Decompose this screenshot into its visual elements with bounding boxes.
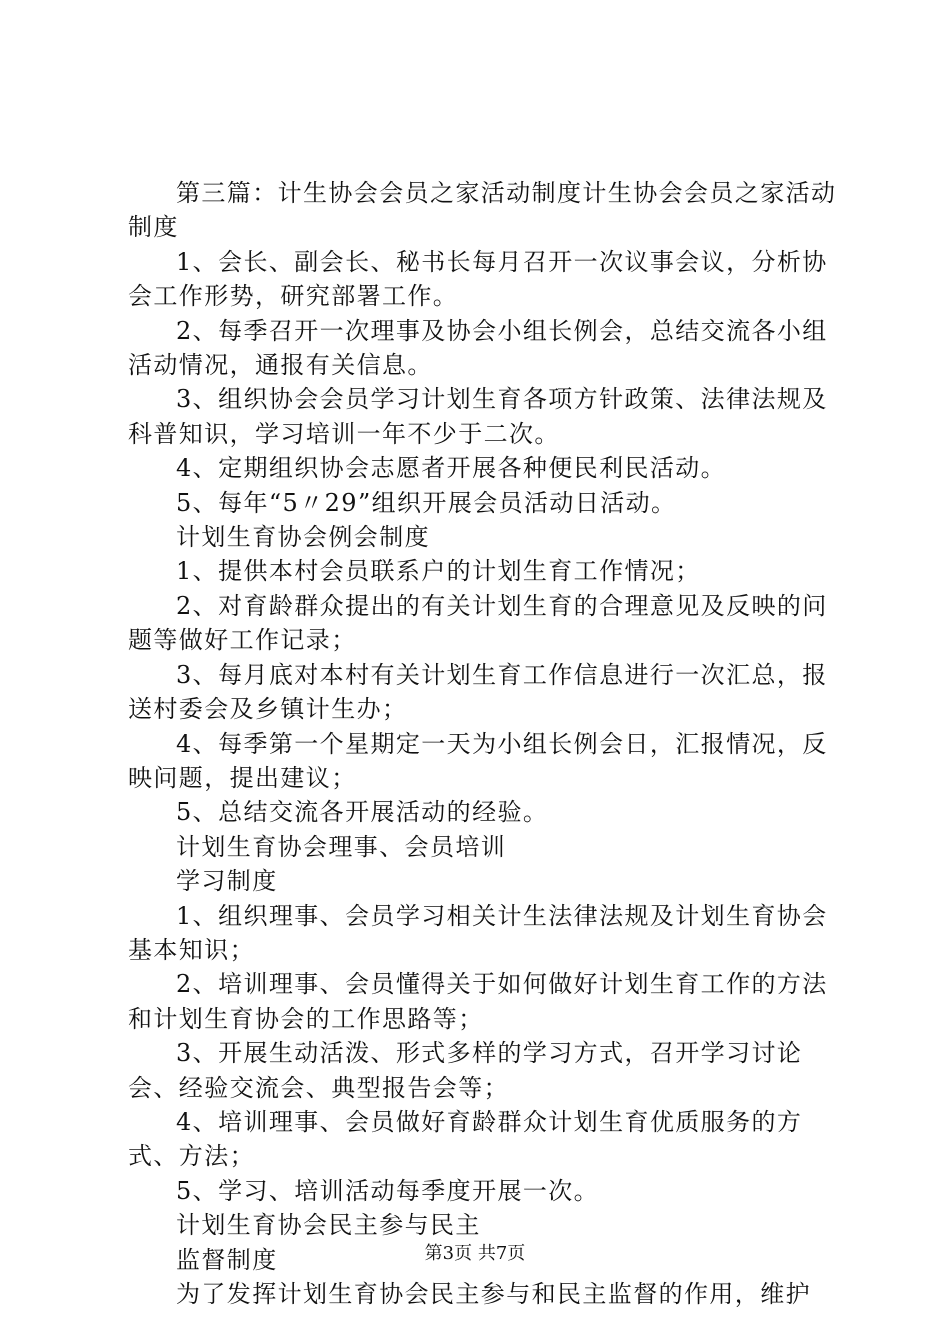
paragraph: 5、学习、培训活动每季度开展一次。 — [176, 1176, 600, 1205]
paragraph: 为了发挥计划生育协会民主参与和民主监督的作用，维护 — [176, 1280, 811, 1308]
paragraph: 2、对育龄群众提出的有关计划生育的合理意见及反映的问题等做好工作记录； — [128, 591, 828, 655]
paragraph: 4、每季第一个星期定一天为小组长例会日，汇报情况，反映问题，提出建议； — [128, 729, 828, 792]
section-heading: 计划生育协会民主参与民主 — [176, 1211, 481, 1240]
paragraph: 1、提供本村会员联系户的计划生育工作情况； — [176, 557, 701, 586]
section-heading: 计划生育协会理事、会员培训 — [176, 832, 507, 861]
section-heading: 监督制度 — [176, 1245, 278, 1274]
paragraph: 5、每年“5〃29”组织开展会员活动日活动。 — [176, 488, 677, 517]
article-heading: 第三篇：计生协会会员之家活动制度计生协会会员之家活动制度 — [128, 179, 837, 242]
paragraph: 1、组织理事、会员学习相关计生法律法规及计划生育协会基本知识； — [128, 901, 828, 964]
paragraph: 3、组织协会会员学习计划生育各项方针政策、法律法规及科普知识，学习培训一年不少于二次。 — [128, 385, 828, 448]
paragraph: 2、每季召开一次理事及协会小组长例会，总结交流各小组活动情况，通报有关信息。 — [128, 316, 828, 380]
section-heading: 学习制度 — [176, 867, 278, 896]
paragraph: 4、培训理事、会员做好育龄群众计划生育优质服务的方式、方法； — [128, 1107, 803, 1171]
page-number: 第3页 共7页 — [424, 1243, 526, 1264]
page-footer — [0, 1243, 950, 1265]
paragraph: 3、开展生动活泼、形式多样的学习方式，召开学习讨论会、经验交流会、典型报告会等； — [128, 1039, 803, 1102]
section-heading: 计划生育协会例会制度 — [176, 523, 430, 552]
paragraph: 5、总结交流各开展活动的经验。 — [176, 798, 549, 827]
paragraph: 4、定期组织协会志愿者开展各种便民利民活动。 — [176, 454, 727, 483]
document-body — [128, 176, 838, 1311]
paragraph: 3、每月底对本村有关计划生育工作信息进行一次汇总，报送村委会及乡镇计生办； — [128, 660, 828, 724]
paragraph: 1、会长、副会长、秘书长每月召开一次议事会议，分析协会工作形势，研究部署工作。 — [128, 247, 828, 311]
paragraph: 2、培训理事、会员懂得关于如何做好计划生育工作的方法和计划生育协会的工作思路等； — [128, 970, 828, 1033]
